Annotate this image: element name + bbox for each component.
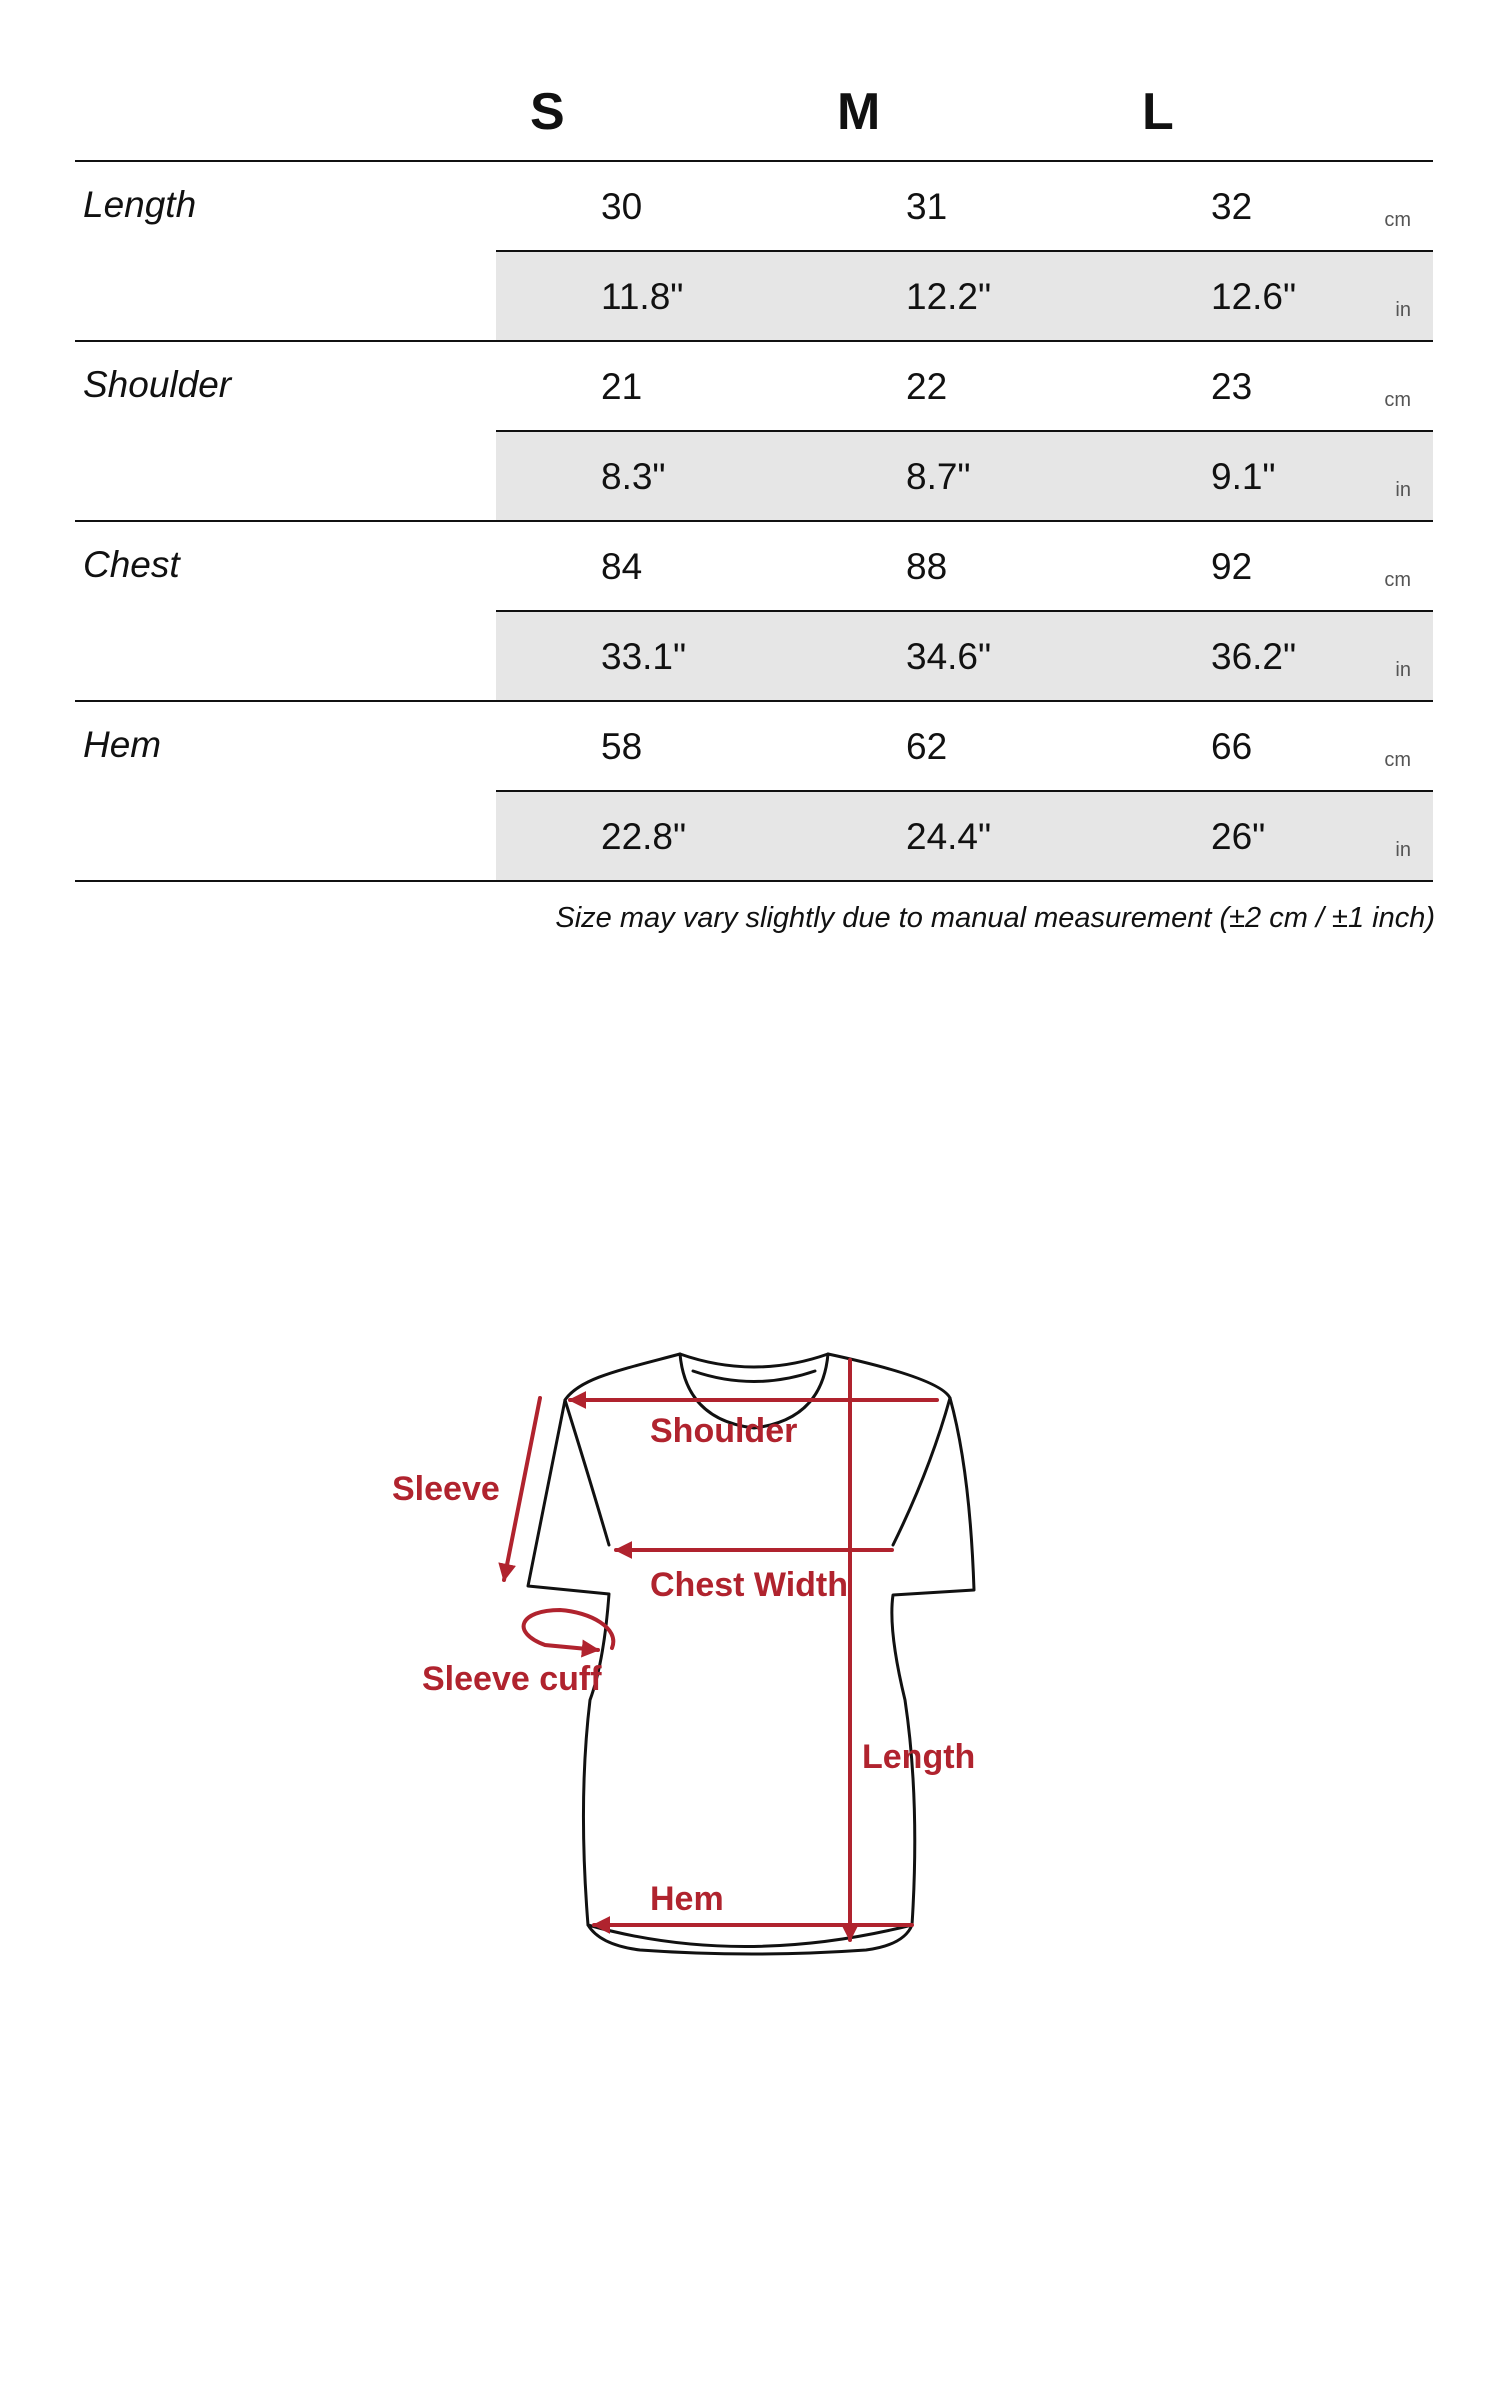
value-cell: 21 [601,366,643,407]
value-cell: 23 [1211,366,1253,407]
value-cell: 31 [906,186,948,227]
unit-label-in: in [1395,299,1411,321]
label-sleeve-cuff: Sleeve cuff [422,1660,602,1698]
inch-row [496,250,1433,340]
value-cell: 32 [1211,186,1253,227]
size-header-l: L [1142,83,1174,141]
value-cell: 24.4" [906,816,992,857]
value-cell: 88 [906,546,948,587]
measure-label-chest: Chest [83,544,180,585]
label-length: Length [862,1738,976,1776]
measure-label-shoulder: Shoulder [83,364,232,405]
unit-label-cm: cm [1384,569,1411,591]
value-cell: 36.2" [1211,636,1297,677]
size-header-m: M [837,83,881,141]
inch-row [496,610,1433,700]
unit-label-in: in [1395,479,1411,501]
size-chart-table [75,70,1433,882]
value-cell: 30 [601,186,643,227]
value-cell: 12.6" [1211,276,1297,317]
cm-row [496,342,1433,430]
inch-row [496,430,1433,520]
label-chest-width: Chest Width [650,1566,849,1604]
value-cell: 92 [1211,546,1253,587]
value-cell: 84 [601,546,643,587]
cm-row [496,162,1433,250]
unit-label-in: in [1395,839,1411,861]
value-cell: 34.6" [906,636,992,677]
value-cell: 66 [1211,726,1253,767]
size-header-row [75,70,1433,160]
value-cell: 9.1" [1211,456,1276,497]
measure-label-length: Length [83,184,197,225]
cm-row [496,702,1433,790]
inch-row [496,790,1433,880]
measure-group-length [75,160,1433,340]
value-cell: 8.7" [906,456,971,497]
measure-group-shoulder [75,340,1433,520]
unit-label-cm: cm [1384,749,1411,771]
unit-label-cm: cm [1384,209,1411,231]
value-cell: 22.8" [601,816,687,857]
label-hem: Hem [650,1880,724,1918]
value-cell: 11.8" [601,276,684,317]
size-header-s: S [530,83,565,141]
sleeve-cuff-arrow [524,1610,614,1650]
value-cell: 12.2" [906,276,992,317]
measure-group-hem [75,700,1433,882]
unit-label-cm: cm [1384,389,1411,411]
diagram-labels [392,1412,975,1918]
value-cell: 22 [906,366,948,407]
value-cell: 62 [906,726,948,767]
measure-label-hem: Hem [83,724,162,765]
label-sleeve: Sleeve [392,1470,500,1508]
unit-label-in: in [1395,659,1411,681]
measure-group-chest [75,520,1433,700]
tshirt-measurement-diagram [0,1300,1500,2000]
value-cell: 8.3" [601,456,666,497]
value-cell: 26" [1211,816,1266,857]
value-cell: 33.1" [601,636,687,677]
label-shoulder: Shoulder [650,1412,798,1450]
cm-row [496,522,1433,610]
value-cell: 58 [601,726,643,767]
measurement-note: Size may vary slightly due to manual measurement (±2 cm / ±1 inch) [555,902,1435,934]
